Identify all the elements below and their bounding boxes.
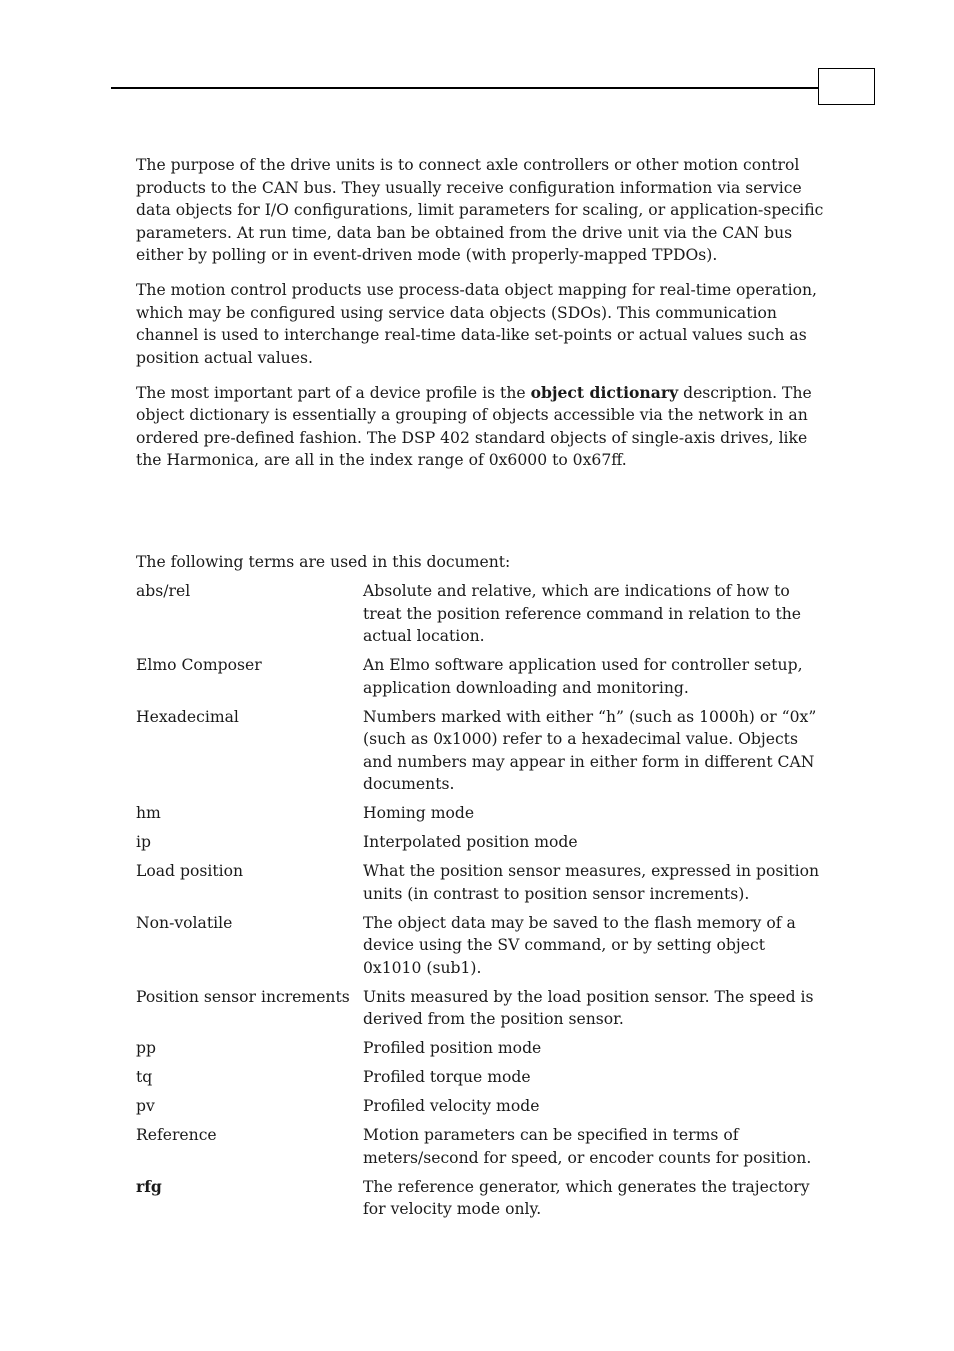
term-definition: Profiled torque mode [363, 1068, 531, 1086]
term-name: Hexadecimal [136, 707, 239, 726]
term-definition: An Elmo software application used for controller setup, application downloading and monitoring. [363, 656, 803, 697]
term-name: ip [136, 833, 151, 851]
term-name: Reference [136, 1126, 217, 1144]
term-row [136, 860, 826, 905]
term-name: hm [136, 804, 161, 822]
page-number-box [818, 68, 875, 105]
term-definition: Interpolated position mode [363, 833, 578, 851]
term-name: tq [136, 1068, 153, 1086]
paragraph-3-text: The most important part of a device profile is the [136, 383, 531, 402]
header-rule [111, 87, 819, 89]
term-row [136, 1037, 826, 1060]
intro-section [136, 154, 824, 484]
term-name: abs/rel [136, 582, 191, 600]
term-row [136, 654, 826, 699]
term-row [136, 1095, 826, 1118]
term-definition: What the position sensor measures, expressed in position units (in contrast to position sensor increments). [363, 862, 820, 903]
term-definition: Profiled velocity mode [363, 1097, 540, 1115]
term-name: Elmo Composer [136, 656, 262, 674]
terms-list [136, 580, 826, 1227]
term-row [136, 912, 826, 980]
term-definition: The object data may be saved to the flash memory of a device using the SV command, or by setting object 0x1010 (sub1). [363, 913, 796, 977]
term-definition: Profiled position mode [363, 1039, 542, 1057]
term-row [136, 580, 826, 648]
terms-intro: The following terms are used in this document: [136, 553, 511, 571]
intro-paragraph-1: The purpose of the drive units is to connect axle controllers or other motion control products to the CAN bus. They usually receive configuration information via service data objects for I/O configurations, limit parameters for scaling, or application-specific parameters. At run time, data ban be obtained from the drive unit via the CAN bus either by polling or in event-driven mode (with properly-mapped TPDOs). [136, 156, 824, 264]
term-name: pv [136, 1097, 155, 1115]
term-name: pp [136, 1039, 156, 1057]
term-definition: The reference generator, which generates the trajectory for velocity mode only. [363, 1177, 810, 1218]
object-dictionary-term: object dictionary [530, 382, 679, 402]
term-row [136, 986, 826, 1031]
term-name: Position sensor increments [136, 987, 350, 1006]
intro-paragraph-2: The motion control products use process-data object mapping for real-time operation, which may be configured using service data objects (SDOs). This communication channel is used to interchange real-time data-like set-points or actual values such as position actual values. [136, 281, 817, 367]
term-definition: Homing mode [363, 804, 475, 822]
term-name: Load position [136, 862, 244, 880]
term-definition: Motion parameters can be specified in terms of meters/second for speed, or encoder counts for position. [363, 1126, 812, 1167]
term-definition: Absolute and relative, which are indications of how to treat the position reference command in relation to the actual location. [363, 582, 802, 645]
term-row [136, 1176, 826, 1221]
term-name: rfg [136, 1176, 162, 1196]
intro-paragraph-3 [136, 382, 824, 472]
term-name: Non-volatile [136, 913, 233, 932]
term-row [136, 831, 826, 854]
term-row [136, 802, 826, 825]
term-definition: Units measured by the load position sensor. The speed is derived from the position sensor. [363, 987, 814, 1028]
paragraph-3-text-end: description. The object dictionary is essentially a grouping of objects accessible via the network in an ordered pre-defined fashion. The DSP 402 standard objects of single-axis drives, like the Harmonica, are all in the index range of 0x6000 to 0x67ff. [136, 383, 812, 469]
term-row [136, 706, 826, 796]
term-row [136, 1124, 826, 1169]
term-definition: Numbers marked with either “h” (such as 1000h) or “0x” (such as 0x1000) refer to a hexadecimal value. Objects and numbers may appear in either form in different CAN documents. [363, 707, 817, 793]
term-row [136, 1066, 826, 1089]
